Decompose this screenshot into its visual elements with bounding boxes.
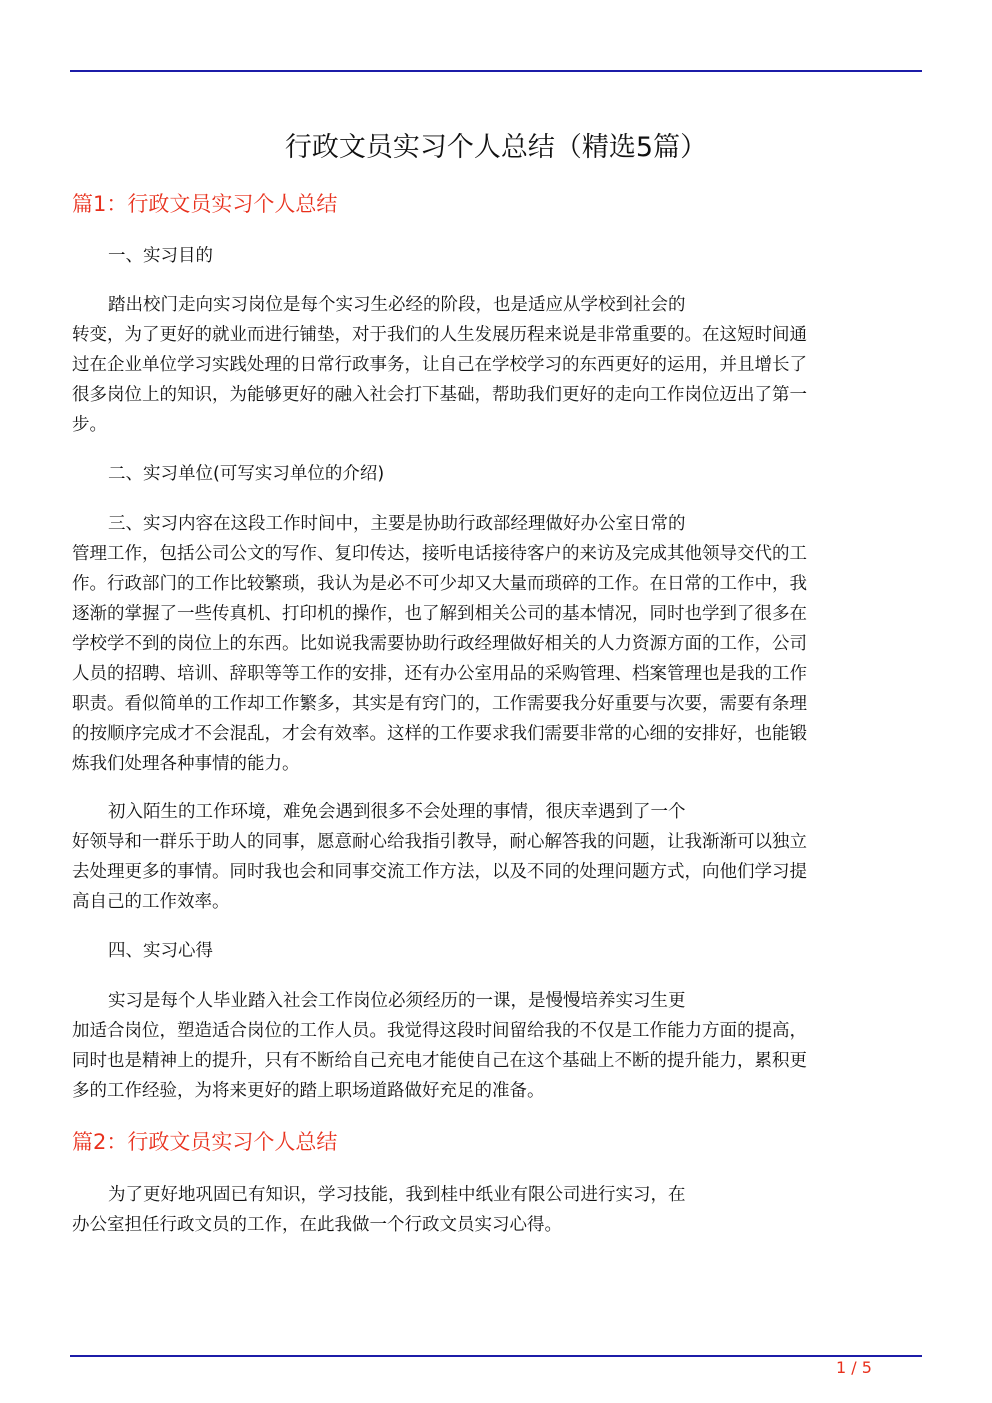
paragraph (72, 797, 912, 917)
paragraph-line: 初入陌生的工作环境，难免会遇到很多不会处理的事情，很庆幸遇到了一个 (108, 802, 686, 822)
subheading-text: 一、实习目的 (108, 246, 213, 266)
subheading-text: 二、实习单位(可写实习单位的介绍) (108, 464, 385, 484)
paragraph-line: 加适合岗位，塑造适合岗位的工作人员。我觉得这段时间留给我的不仅是工作能力方面的提高， (72, 1021, 807, 1041)
paragraph-line: 实习是每个人毕业踏入社会工作岗位必须经历的一课，是慢慢培养实习生更 (108, 991, 686, 1011)
paragraph-line: 三、实习内容在这段工作时间中，主要是协助行政部经理做好办公室日常的 (108, 514, 686, 534)
paragraph-line: 作。行政部门的工作比较繁琐，我认为是必不可少却又大量而琐碎的工作。在日常的工作中，我 (72, 574, 807, 594)
paragraph-line: 高自己的工作效率。 (72, 892, 230, 912)
paragraph-line: 过在企业单位学习实践处理的日常行政事务，让自己在学校学习的东西更好的运用，并且增长了 (72, 355, 807, 375)
header-rule (70, 70, 922, 72)
document-title: 行政文员实习个人总结（精选5篇） (284, 132, 708, 163)
paragraph-line: 很多岗位上的知识，为能够更好的融入社会打下基础，帮助我们更好的走向工作岗位迈出了第一 (72, 385, 807, 405)
paragraph-line: 炼我们处理各种事情的能力。 (72, 754, 300, 774)
paragraph-line: 人员的招聘、培训、辞职等等工作的安排，还有办公室用品的采购管理、档案管理也是我的工作 (72, 664, 807, 684)
paragraph-line: 踏出校门走向实习岗位是每个实习生必经的阶段，也是适应从学校到社会的 (108, 295, 686, 315)
paragraph-line: 为了更好地巩固已有知识，学习技能，我到桂中纸业有限公司进行实习，在 (108, 1185, 686, 1205)
paragraph (72, 290, 912, 440)
paragraph-line: 逐渐的掌握了一些传真机、打印机的操作，也了解到相关公司的基本情况，同时也学到了很多在 (72, 604, 807, 624)
paragraph-line: 职责。看似简单的工作却工作繁多，其实是有窍门的，工作需要我分好重要与次要，需要有条理 (72, 694, 807, 714)
paragraph-line: 学校学不到的岗位上的东西。比如说我需要协助行政经理做好相关的人力资源方面的工作，公司 (72, 634, 807, 654)
paragraph-line: 同时也是精神上的提升，只有不断给自己充电才能使自己在这个基础上不断的提升能力，累积更 (72, 1051, 807, 1071)
subheading-experience (72, 936, 912, 966)
paragraph-line: 的按顺序完成才不会混乱，才会有效率。这样的工作要求我们需要非常的心细的安排好，也能锻 (72, 724, 807, 744)
subheading-purpose (72, 241, 912, 271)
footer-rule (70, 1355, 922, 1357)
subheading-unit (72, 459, 912, 489)
paragraph (72, 509, 912, 779)
section-heading-2: 篇2：行政文员实习个人总结 (72, 1130, 338, 1154)
paragraph-line: 管理工作，包括公司公文的写作、复印传达，接听电话接待客户的来访及完成其他领导交代的工 (72, 544, 807, 564)
paragraph (72, 986, 912, 1106)
paragraph-line: 好领导和一群乐于助人的同事，愿意耐心给我指引教导，耐心解答我的问题，让我渐渐可以独立 (72, 832, 807, 852)
page-number: 1 / 5 (836, 1358, 872, 1377)
paragraph-line: 转变，为了更好的就业而进行铺垫，对于我们的人生发展历程来说是非常重要的。在这短时间通 (72, 325, 807, 345)
paragraph-line: 去处理更多的事情。同时我也会和同事交流工作方法，以及不同的处理问题方式，向他们学习提 (72, 862, 807, 882)
section-heading-1: 篇1：行政文员实习个人总结 (72, 192, 338, 216)
paragraph-line: 步。 (72, 415, 107, 435)
paragraph-line: 办公室担任行政文员的工作，在此我做一个行政文员实习心得。 (72, 1215, 562, 1235)
paragraph-line: 多的工作经验，为将来更好的踏上职场道路做好充足的准备。 (72, 1081, 545, 1101)
subheading-text: 四、实习心得 (108, 941, 213, 961)
paragraph (72, 1180, 912, 1240)
